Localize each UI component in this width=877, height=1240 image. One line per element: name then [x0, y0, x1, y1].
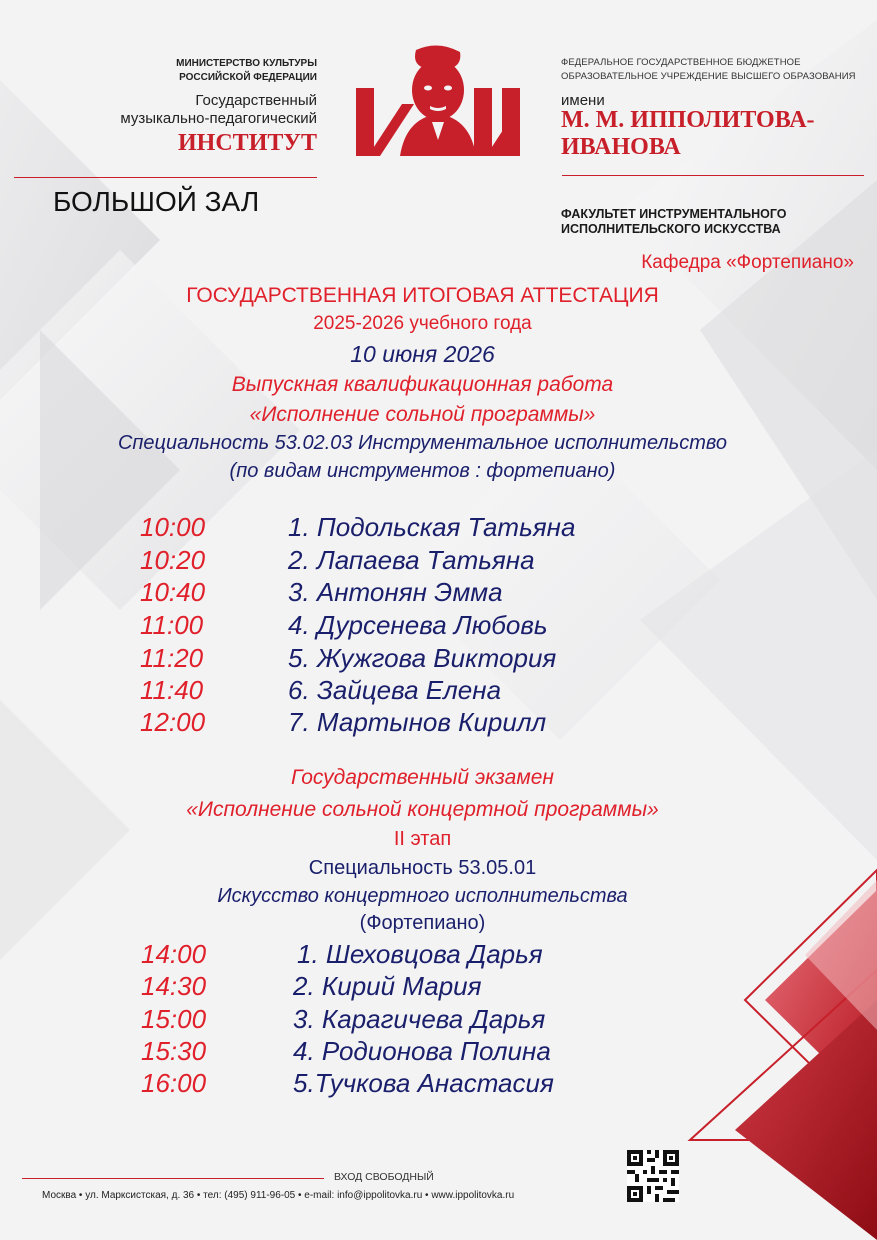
time-slot: 10:20	[140, 545, 206, 575]
performer-name: 6. Зайцева Елена	[288, 675, 502, 705]
time-slot: 14:00	[141, 939, 207, 969]
time-slot: 16:00	[141, 1068, 207, 1098]
section2-specialty-name: Искусство концертного исполнительства	[217, 885, 628, 907]
department-name: Кафедра «Фортепиано»	[641, 252, 854, 273]
time-slot: 15:00	[141, 1004, 207, 1034]
section2-specialty-note: (Фортепиано)	[359, 912, 486, 934]
performer-name: 3. Антонян Эмма	[288, 577, 503, 607]
performer-name: 4. Дурсенева Любовь	[288, 610, 548, 640]
section2-title: Государственный экзамен	[291, 766, 554, 789]
institute-word: ИНСТИТУТ	[178, 130, 317, 156]
performer-name: 3. Карагичева Дарья	[293, 1004, 546, 1034]
federal-text: ФЕДЕРАЛЬНОЕ ГОСУДАРСТВЕННОЕ БЮДЖЕТНОЕ ОБРАЗОВАТЕЛЬНОЕ УЧРЕЖДЕНИЕ ВЫСШЕГО ОБРАЗОВАНИЯ	[561, 57, 856, 82]
section2-specialty: Специальность 53.05.01	[308, 857, 537, 879]
section1-year: 2025-2026 учебного года	[313, 313, 532, 334]
performer-name: 4. Родионова Полина	[293, 1036, 551, 1066]
performer-name: 5. Жужгова Виктория	[288, 643, 557, 673]
time-slot: 10:00	[140, 512, 206, 542]
header-divider-left	[14, 177, 317, 178]
section1-program: «Исполнение сольной программы»	[249, 403, 596, 426]
performer-name: 2. Кирий Мария	[293, 971, 482, 1001]
faculty-name: ФАКУЛЬТЕТ ИНСТРУМЕНТАЛЬНОГО ИСПОЛНИТЕЛЬСКОГО ИСКУССТВА	[561, 207, 787, 236]
section1-work-type: Выпускная квалификационная работа	[231, 373, 614, 396]
time-slot: 12:00	[140, 707, 206, 737]
time-slot: 14:30	[141, 971, 207, 1001]
time-slot: 10:40	[140, 577, 206, 607]
time-slot: 11:00	[140, 610, 204, 640]
section1-date: 10 июня 2026	[350, 341, 495, 367]
section1-specialty-note: (по видам инструментов : фортепиано)	[229, 460, 616, 482]
composer-name: М. М. ИППОЛИТОВА- ИВАНОВА	[561, 107, 815, 160]
section2-program: «Исполнение сольной концертной программы»	[186, 798, 659, 821]
performer-name: 1. Шеховцова Дарья	[297, 939, 543, 969]
time-slot: 11:40	[140, 675, 204, 705]
performer-name: 2. Лапаева Татьяна	[288, 545, 535, 575]
contacts-line: Москва • ул. Марксистская, д. 36 • тел: (495) 911-96-05 • e-mail: info@ippolitovka.ru • www.ippolitovka.ru	[42, 1190, 515, 1201]
institute-text: Государственный музыкально-педагогический	[120, 92, 317, 127]
entry-note: ВХОД СВОБОДНЫЙ	[334, 1171, 434, 1183]
section1-specialty: Специальность 53.02.03 Инструментальное исполнительство	[117, 432, 727, 454]
section1-title: ГОСУДАРСТВЕННАЯ ИТОГОВАЯ АТТЕСТАЦИЯ	[186, 284, 659, 307]
section2-stage: II этап	[393, 828, 452, 850]
performer-name: 1. Подольская Татьяна	[288, 512, 576, 542]
time-slot: 11:20	[140, 643, 204, 673]
name-prefix: имени	[561, 92, 605, 109]
qr-code-icon	[627, 1150, 679, 1202]
hall-name: БОЛЬШОЙ ЗАЛ	[53, 186, 260, 217]
ministry-text: МИНИСТЕРСТВО КУЛЬТУРЫ РОССИЙСКОЙ ФЕДЕРАЦИИ	[176, 58, 317, 83]
performer-name: 7. Мартынов Кирилл	[288, 707, 547, 737]
time-slot: 15:30	[141, 1036, 207, 1066]
footer-divider	[22, 1178, 324, 1179]
performer-name: 5.Тучкова Анастасия	[293, 1068, 554, 1098]
header-divider-right	[562, 175, 864, 176]
composer-portrait-logo	[352, 44, 524, 160]
